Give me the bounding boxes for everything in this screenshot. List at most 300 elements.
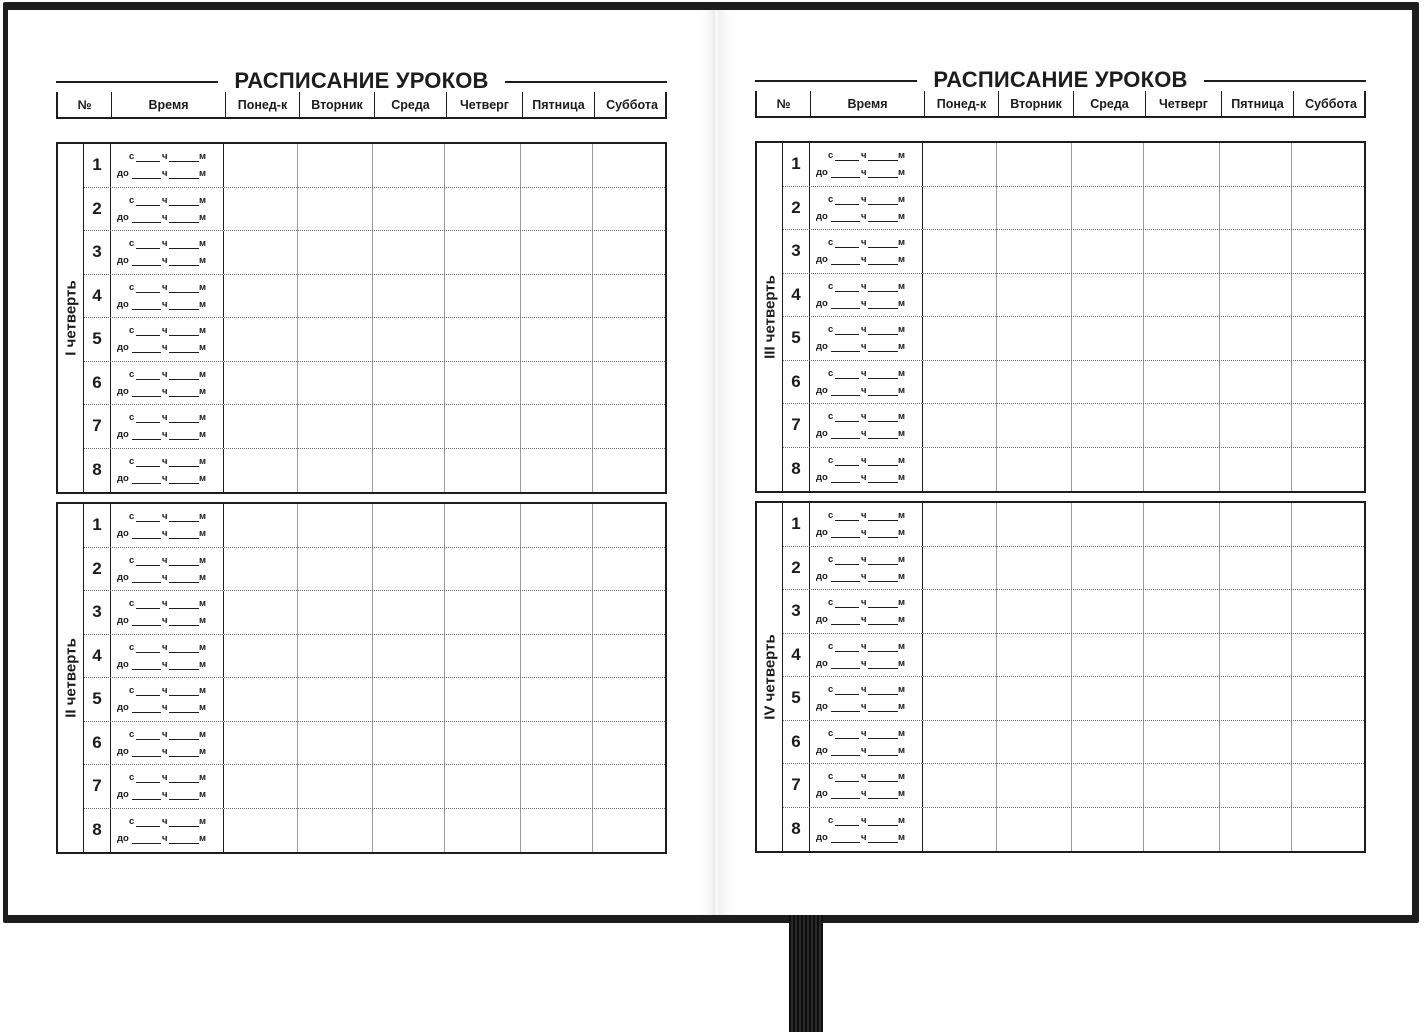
schedule-cell-thu[interactable] (1144, 590, 1219, 633)
schedule-cell-sat[interactable] (1292, 448, 1366, 492)
schedule-cell-tue[interactable] (997, 503, 1071, 546)
hours-blank[interactable] (831, 308, 860, 309)
lesson-time-cell[interactable] (110, 449, 224, 493)
schedule-cell-thu[interactable] (1144, 808, 1219, 852)
schedule-cell-thu[interactable] (1144, 361, 1219, 404)
schedule-cell-wed[interactable] (1072, 503, 1143, 546)
minutes-blank[interactable] (868, 221, 898, 222)
schedule-cell-thu[interactable] (445, 231, 520, 274)
schedule-cell-mon[interactable] (923, 361, 996, 404)
schedule-cell-mon[interactable] (224, 635, 297, 678)
schedule-cell-wed[interactable] (373, 504, 444, 547)
schedule-cell-mon[interactable] (224, 504, 297, 547)
schedule-cell-tue[interactable] (997, 404, 1071, 447)
schedule-cell-mon[interactable] (224, 591, 297, 634)
schedule-cell-wed[interactable] (1072, 361, 1143, 404)
schedule-cell-sat[interactable] (593, 548, 667, 591)
minutes-blank[interactable] (868, 247, 898, 248)
schedule-cell-sat[interactable] (593, 504, 667, 547)
lesson-time-cell[interactable] (809, 404, 923, 447)
schedule-cell-sat[interactable] (593, 809, 667, 853)
schedule-cell-wed[interactable] (1072, 317, 1143, 360)
schedule-cell-fri[interactable] (1220, 143, 1291, 186)
schedule-cell-fri[interactable] (521, 275, 592, 318)
schedule-cell-thu[interactable] (445, 188, 520, 231)
schedule-cell-sat[interactable] (593, 231, 667, 274)
minutes-blank[interactable] (868, 564, 898, 565)
schedule-cell-fri[interactable] (1220, 317, 1291, 360)
lesson-time-cell[interactable] (110, 504, 224, 547)
minutes-blank[interactable] (868, 668, 898, 669)
hours-blank[interactable] (136, 466, 160, 467)
minutes-blank[interactable] (868, 264, 898, 265)
schedule-cell-tue[interactable] (298, 275, 372, 318)
schedule-cell-tue[interactable] (298, 318, 372, 361)
schedule-cell-tue[interactable] (298, 405, 372, 448)
lesson-time-cell[interactable] (809, 274, 923, 317)
hours-blank[interactable] (136, 292, 160, 293)
schedule-cell-fri[interactable] (1220, 721, 1291, 764)
schedule-cell-wed[interactable] (1072, 187, 1143, 230)
lesson-time-cell[interactable] (809, 590, 923, 633)
schedule-cell-sat[interactable] (1292, 317, 1366, 360)
lesson-time-cell[interactable] (110, 318, 224, 361)
schedule-cell-fri[interactable] (521, 144, 592, 187)
schedule-cell-sat[interactable] (1292, 503, 1366, 546)
schedule-cell-sat[interactable] (1292, 404, 1366, 447)
hours-blank[interactable] (132, 222, 161, 223)
hours-blank[interactable] (831, 842, 860, 843)
minutes-blank[interactable] (169, 712, 199, 713)
schedule-cell-wed[interactable] (1072, 634, 1143, 677)
hours-blank[interactable] (835, 378, 859, 379)
schedule-cell-tue[interactable] (298, 765, 372, 808)
hours-blank[interactable] (831, 264, 860, 265)
schedule-cell-tue[interactable] (997, 634, 1071, 677)
schedule-cell-mon[interactable] (224, 188, 297, 231)
hours-blank[interactable] (835, 520, 859, 521)
minutes-blank[interactable] (868, 160, 898, 161)
minutes-blank[interactable] (169, 335, 199, 336)
schedule-cell-fri[interactable] (521, 722, 592, 765)
schedule-cell-thu[interactable] (445, 635, 520, 678)
schedule-cell-sat[interactable] (593, 144, 667, 187)
lesson-time-cell[interactable] (110, 231, 224, 274)
minutes-blank[interactable] (868, 738, 898, 739)
hours-blank[interactable] (835, 204, 859, 205)
schedule-cell-thu[interactable] (1144, 448, 1219, 492)
schedule-cell-fri[interactable] (521, 635, 592, 678)
hours-blank[interactable] (136, 826, 160, 827)
minutes-blank[interactable] (868, 395, 898, 396)
schedule-cell-thu[interactable] (445, 765, 520, 808)
schedule-cell-fri[interactable] (1220, 230, 1291, 273)
hours-blank[interactable] (136, 695, 160, 696)
hours-blank[interactable] (835, 825, 859, 826)
minutes-blank[interactable] (868, 537, 898, 538)
schedule-cell-sat[interactable] (593, 765, 667, 808)
schedule-cell-fri[interactable] (521, 405, 592, 448)
schedule-cell-thu[interactable] (1144, 764, 1219, 807)
hours-blank[interactable] (132, 352, 161, 353)
schedule-cell-sat[interactable] (1292, 721, 1366, 764)
minutes-blank[interactable] (868, 694, 898, 695)
hours-blank[interactable] (132, 178, 161, 179)
schedule-cell-mon[interactable] (923, 274, 996, 317)
schedule-cell-tue[interactable] (997, 230, 1071, 273)
minutes-blank[interactable] (169, 756, 199, 757)
minutes-blank[interactable] (169, 292, 199, 293)
schedule-cell-fri[interactable] (1220, 404, 1291, 447)
hours-blank[interactable] (835, 564, 859, 565)
schedule-cell-tue[interactable] (298, 144, 372, 187)
schedule-cell-sat[interactable] (1292, 764, 1366, 807)
schedule-cell-sat[interactable] (1292, 230, 1366, 273)
schedule-cell-sat[interactable] (1292, 547, 1366, 590)
lesson-time-cell[interactable] (809, 634, 923, 677)
hours-blank[interactable] (831, 668, 860, 669)
schedule-cell-wed[interactable] (373, 722, 444, 765)
minutes-blank[interactable] (169, 178, 199, 179)
schedule-cell-sat[interactable] (1292, 808, 1366, 852)
schedule-cell-thu[interactable] (445, 504, 520, 547)
minutes-blank[interactable] (868, 607, 898, 608)
minutes-blank[interactable] (868, 291, 898, 292)
schedule-cell-fri[interactable] (521, 765, 592, 808)
schedule-cell-wed[interactable] (1072, 230, 1143, 273)
schedule-cell-sat[interactable] (593, 275, 667, 318)
schedule-cell-sat[interactable] (1292, 187, 1366, 230)
minutes-blank[interactable] (169, 466, 199, 467)
lesson-time-cell[interactable] (110, 591, 224, 634)
schedule-cell-tue[interactable] (997, 590, 1071, 633)
hours-blank[interactable] (132, 625, 161, 626)
schedule-cell-mon[interactable] (224, 722, 297, 765)
schedule-cell-mon[interactable] (224, 548, 297, 591)
schedule-cell-wed[interactable] (373, 188, 444, 231)
schedule-cell-mon[interactable] (224, 231, 297, 274)
schedule-cell-wed[interactable] (373, 591, 444, 634)
schedule-cell-mon[interactable] (224, 449, 297, 493)
hours-blank[interactable] (136, 248, 160, 249)
minutes-blank[interactable] (169, 309, 199, 310)
schedule-cell-fri[interactable] (521, 591, 592, 634)
schedule-cell-thu[interactable] (1144, 634, 1219, 677)
lesson-time-cell[interactable] (110, 144, 224, 187)
hours-blank[interactable] (136, 422, 160, 423)
schedule-cell-tue[interactable] (298, 591, 372, 634)
schedule-cell-thu[interactable] (1144, 503, 1219, 546)
hours-blank[interactable] (831, 581, 860, 582)
schedule-cell-thu[interactable] (1144, 404, 1219, 447)
schedule-cell-fri[interactable] (521, 504, 592, 547)
minutes-blank[interactable] (868, 755, 898, 756)
schedule-cell-fri[interactable] (521, 318, 592, 361)
hours-blank[interactable] (132, 309, 161, 310)
schedule-cell-sat[interactable] (593, 188, 667, 231)
lesson-time-cell[interactable] (110, 678, 224, 721)
schedule-cell-mon[interactable] (923, 634, 996, 677)
hours-blank[interactable] (132, 265, 161, 266)
minutes-blank[interactable] (868, 711, 898, 712)
schedule-cell-fri[interactable] (521, 548, 592, 591)
hours-blank[interactable] (132, 669, 161, 670)
minutes-blank[interactable] (169, 826, 199, 827)
schedule-cell-sat[interactable] (593, 722, 667, 765)
minutes-blank[interactable] (868, 421, 898, 422)
schedule-cell-sat[interactable] (593, 678, 667, 721)
hours-blank[interactable] (136, 205, 160, 206)
lesson-time-cell[interactable] (110, 405, 224, 448)
hours-blank[interactable] (136, 739, 160, 740)
schedule-cell-fri[interactable] (1220, 448, 1291, 492)
schedule-cell-thu[interactable] (1144, 274, 1219, 317)
schedule-cell-thu[interactable] (445, 449, 520, 493)
schedule-cell-mon[interactable] (923, 503, 996, 546)
hours-blank[interactable] (835, 651, 859, 652)
lesson-time-cell[interactable] (809, 503, 923, 546)
minutes-blank[interactable] (169, 265, 199, 266)
schedule-cell-mon[interactable] (923, 187, 996, 230)
schedule-cell-mon[interactable] (224, 678, 297, 721)
minutes-blank[interactable] (868, 520, 898, 521)
minutes-blank[interactable] (169, 521, 199, 522)
schedule-cell-wed[interactable] (373, 809, 444, 853)
lesson-time-cell[interactable] (110, 188, 224, 231)
schedule-cell-sat[interactable] (593, 405, 667, 448)
schedule-cell-thu[interactable] (1144, 317, 1219, 360)
schedule-cell-sat[interactable] (1292, 634, 1366, 677)
schedule-cell-wed[interactable] (373, 635, 444, 678)
schedule-cell-fri[interactable] (1220, 503, 1291, 546)
minutes-blank[interactable] (169, 222, 199, 223)
hours-blank[interactable] (831, 798, 860, 799)
schedule-cell-wed[interactable] (373, 765, 444, 808)
schedule-cell-mon[interactable] (224, 809, 297, 853)
schedule-cell-mon[interactable] (923, 448, 996, 492)
schedule-cell-fri[interactable] (521, 362, 592, 405)
minutes-blank[interactable] (868, 825, 898, 826)
minutes-blank[interactable] (169, 161, 199, 162)
minutes-blank[interactable] (169, 739, 199, 740)
hours-blank[interactable] (831, 438, 860, 439)
hours-blank[interactable] (835, 781, 859, 782)
minutes-blank[interactable] (169, 608, 199, 609)
schedule-cell-tue[interactable] (997, 274, 1071, 317)
hours-blank[interactable] (132, 712, 161, 713)
schedule-cell-wed[interactable] (373, 275, 444, 318)
schedule-cell-tue[interactable] (298, 678, 372, 721)
minutes-blank[interactable] (169, 799, 199, 800)
schedule-cell-sat[interactable] (593, 635, 667, 678)
schedule-cell-fri[interactable] (521, 678, 592, 721)
schedule-cell-thu[interactable] (1144, 143, 1219, 186)
schedule-cell-tue[interactable] (997, 547, 1071, 590)
hours-blank[interactable] (835, 465, 859, 466)
minutes-blank[interactable] (169, 538, 199, 539)
minutes-blank[interactable] (169, 248, 199, 249)
schedule-cell-wed[interactable] (1072, 590, 1143, 633)
schedule-cell-thu[interactable] (445, 275, 520, 318)
minutes-blank[interactable] (868, 204, 898, 205)
hours-blank[interactable] (136, 379, 160, 380)
hours-blank[interactable] (132, 582, 161, 583)
schedule-cell-sat[interactable] (1292, 361, 1366, 404)
schedule-cell-fri[interactable] (1220, 547, 1291, 590)
schedule-cell-wed[interactable] (1072, 808, 1143, 852)
hours-blank[interactable] (835, 421, 859, 422)
minutes-blank[interactable] (868, 798, 898, 799)
schedule-cell-thu[interactable] (445, 362, 520, 405)
hours-blank[interactable] (831, 351, 860, 352)
schedule-cell-wed[interactable] (1072, 274, 1143, 317)
lesson-time-cell[interactable] (809, 317, 923, 360)
minutes-blank[interactable] (169, 652, 199, 653)
lesson-time-cell[interactable] (110, 548, 224, 591)
schedule-cell-tue[interactable] (997, 361, 1071, 404)
schedule-cell-thu[interactable] (445, 144, 520, 187)
hours-blank[interactable] (132, 439, 161, 440)
hours-blank[interactable] (136, 782, 160, 783)
hours-blank[interactable] (835, 694, 859, 695)
lesson-time-cell[interactable] (110, 765, 224, 808)
schedule-cell-tue[interactable] (298, 722, 372, 765)
hours-blank[interactable] (835, 247, 859, 248)
schedule-cell-mon[interactable] (224, 765, 297, 808)
schedule-cell-mon[interactable] (923, 317, 996, 360)
minutes-blank[interactable] (868, 334, 898, 335)
hours-blank[interactable] (132, 799, 161, 800)
schedule-cell-mon[interactable] (224, 362, 297, 405)
minutes-blank[interactable] (868, 177, 898, 178)
schedule-cell-mon[interactable] (923, 230, 996, 273)
lesson-time-cell[interactable] (809, 547, 923, 590)
schedule-cell-tue[interactable] (997, 187, 1071, 230)
schedule-cell-mon[interactable] (923, 143, 996, 186)
schedule-cell-fri[interactable] (1220, 361, 1291, 404)
hours-blank[interactable] (835, 334, 859, 335)
schedule-cell-sat[interactable] (1292, 274, 1366, 317)
schedule-cell-wed[interactable] (1072, 404, 1143, 447)
minutes-blank[interactable] (868, 482, 898, 483)
schedule-cell-mon[interactable] (923, 547, 996, 590)
schedule-cell-mon[interactable] (224, 144, 297, 187)
schedule-cell-fri[interactable] (1220, 274, 1291, 317)
minutes-blank[interactable] (169, 422, 199, 423)
schedule-cell-thu[interactable] (1144, 547, 1219, 590)
minutes-blank[interactable] (169, 782, 199, 783)
schedule-cell-tue[interactable] (997, 143, 1071, 186)
minutes-blank[interactable] (868, 438, 898, 439)
minutes-blank[interactable] (169, 582, 199, 583)
hours-blank[interactable] (831, 711, 860, 712)
hours-blank[interactable] (831, 221, 860, 222)
schedule-cell-mon[interactable] (224, 318, 297, 361)
lesson-time-cell[interactable] (110, 809, 224, 853)
schedule-cell-tue[interactable] (997, 721, 1071, 764)
hours-blank[interactable] (136, 608, 160, 609)
minutes-blank[interactable] (868, 651, 898, 652)
schedule-cell-thu[interactable] (1144, 230, 1219, 273)
hours-blank[interactable] (835, 291, 859, 292)
schedule-cell-sat[interactable] (1292, 590, 1366, 633)
schedule-cell-thu[interactable] (1144, 187, 1219, 230)
minutes-blank[interactable] (868, 351, 898, 352)
minutes-blank[interactable] (868, 378, 898, 379)
minutes-blank[interactable] (169, 352, 199, 353)
schedule-cell-tue[interactable] (997, 317, 1071, 360)
schedule-cell-thu[interactable] (445, 318, 520, 361)
schedule-cell-thu[interactable] (445, 405, 520, 448)
lesson-time-cell[interactable] (809, 764, 923, 807)
schedule-cell-fri[interactable] (1220, 634, 1291, 677)
hours-blank[interactable] (136, 521, 160, 522)
schedule-cell-wed[interactable] (1072, 721, 1143, 764)
schedule-cell-thu[interactable] (445, 722, 520, 765)
schedule-cell-tue[interactable] (298, 231, 372, 274)
hours-blank[interactable] (136, 335, 160, 336)
schedule-cell-thu[interactable] (445, 548, 520, 591)
hours-blank[interactable] (132, 538, 161, 539)
minutes-blank[interactable] (169, 669, 199, 670)
hours-blank[interactable] (831, 755, 860, 756)
schedule-cell-fri[interactable] (1220, 808, 1291, 852)
hours-blank[interactable] (132, 843, 161, 844)
lesson-time-cell[interactable] (809, 230, 923, 273)
minutes-blank[interactable] (169, 565, 199, 566)
schedule-cell-tue[interactable] (298, 504, 372, 547)
minutes-blank[interactable] (169, 625, 199, 626)
schedule-cell-sat[interactable] (593, 362, 667, 405)
minutes-blank[interactable] (868, 842, 898, 843)
minutes-blank[interactable] (868, 465, 898, 466)
minutes-blank[interactable] (868, 581, 898, 582)
schedule-cell-fri[interactable] (521, 188, 592, 231)
schedule-cell-wed[interactable] (373, 678, 444, 721)
schedule-cell-tue[interactable] (298, 635, 372, 678)
hours-blank[interactable] (132, 483, 161, 484)
schedule-cell-tue[interactable] (298, 188, 372, 231)
schedule-cell-wed[interactable] (373, 548, 444, 591)
schedule-cell-wed[interactable] (1072, 547, 1143, 590)
hours-blank[interactable] (831, 537, 860, 538)
lesson-time-cell[interactable] (809, 721, 923, 764)
minutes-blank[interactable] (169, 205, 199, 206)
hours-blank[interactable] (831, 395, 860, 396)
schedule-cell-mon[interactable] (923, 721, 996, 764)
schedule-cell-sat[interactable] (593, 449, 667, 493)
schedule-cell-tue[interactable] (997, 808, 1071, 852)
hours-blank[interactable] (136, 652, 160, 653)
schedule-cell-sat[interactable] (1292, 677, 1366, 720)
schedule-cell-fri[interactable] (521, 809, 592, 853)
schedule-cell-wed[interactable] (1072, 448, 1143, 492)
hours-blank[interactable] (136, 565, 160, 566)
schedule-cell-wed[interactable] (373, 318, 444, 361)
schedule-cell-sat[interactable] (593, 591, 667, 634)
schedule-cell-wed[interactable] (373, 231, 444, 274)
schedule-cell-sat[interactable] (593, 318, 667, 361)
lesson-time-cell[interactable] (809, 187, 923, 230)
schedule-cell-fri[interactable] (521, 231, 592, 274)
lesson-time-cell[interactable] (809, 143, 923, 186)
schedule-cell-thu[interactable] (445, 678, 520, 721)
schedule-cell-tue[interactable] (997, 677, 1071, 720)
schedule-cell-mon[interactable] (224, 405, 297, 448)
minutes-blank[interactable] (868, 781, 898, 782)
schedule-cell-fri[interactable] (1220, 764, 1291, 807)
schedule-cell-mon[interactable] (923, 404, 996, 447)
